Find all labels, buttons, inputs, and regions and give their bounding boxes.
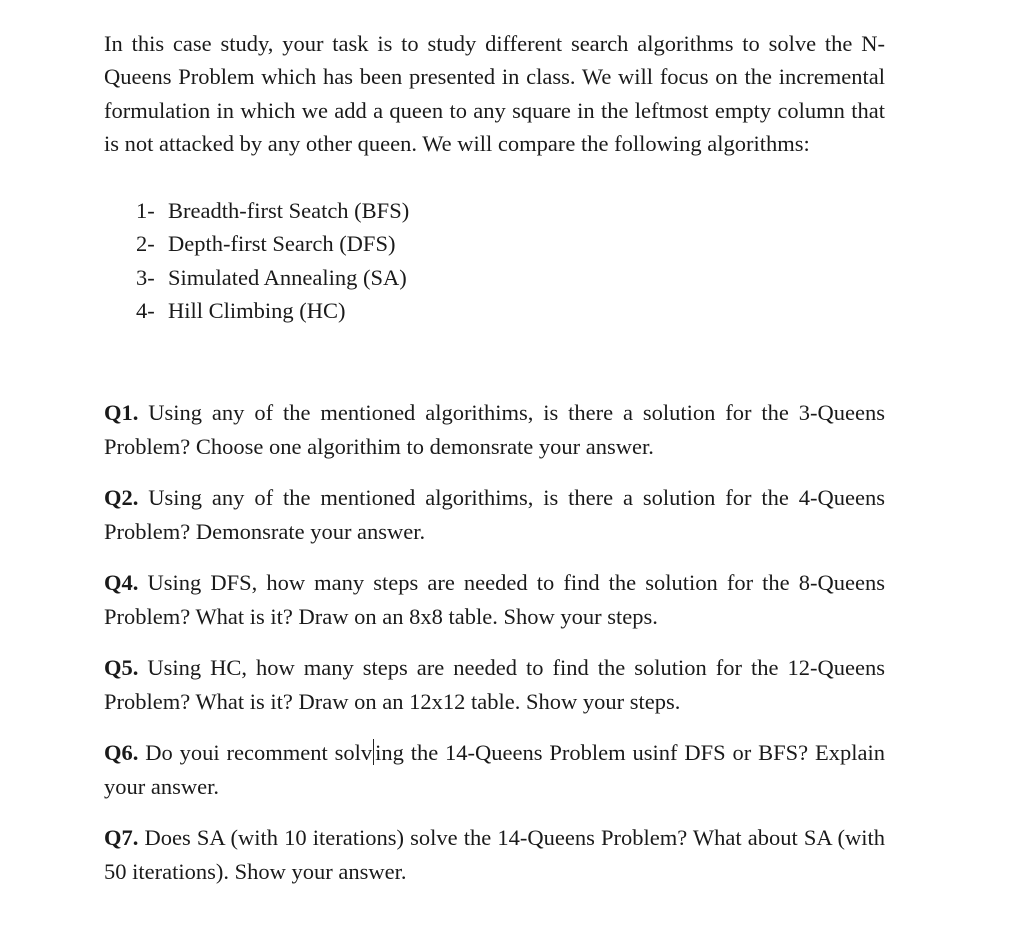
list-item-number: 2- [136,231,155,257]
list-item-number: 1- [136,198,155,223]
list-item-label: Simulated Annealing (SA) [168,264,407,290]
question-label: Q2. [104,485,139,510]
text-cursor [373,739,374,765]
question-text: Using any of the mentioned algorithims, is there a solution for the 3-Queens Problem? Choose one algorithim to demonsrate your answer. [104,400,885,459]
question-label: Q7. [104,825,139,850]
list-item [136,261,409,294]
question-label: Q6. [104,740,139,765]
list-item [136,294,409,327]
list-item-number: 4- [136,297,155,323]
question-text: Using DFS, how many steps are needed to find the solution for the 8-Queens Problem? What is it? Draw on an 8x8 table. Show your steps. [104,570,885,629]
list-item-label: Depth-first Search (DFS) [168,231,396,257]
list-item-number: 3- [136,264,155,290]
question-text-end: ing the 14-Queens Problem usinf DFS or BFS? Explain your answer. [104,740,885,799]
question-label: Q1. [104,400,139,425]
question-text: Using HC, how many steps are needed to find the solution for the 12-Queens Problem? What is it? Draw on an 12x12 table. Show your steps. [104,655,885,714]
question-label: Q5. [104,655,139,680]
question-text: Using any of the mentioned algorithims, is there a solution for the 4-Queens Problem? Demonsrate your answer. [104,485,885,544]
question-text: Does SA (with 10 iterations) solve the 14-Queens Problem? What about SA (with 50 iterations). Show your answer. [104,825,885,884]
list-item-label: Hill Climbing (HC) [168,297,346,323]
question-q6 [104,736,885,804]
question-q2 [104,481,885,549]
question-q5 [104,651,885,719]
question-q7 [104,821,885,889]
algorithm-list [136,194,409,327]
question-label: Q4. [104,570,139,595]
list-item-label: Breadth-first Seatch (BFS) [168,198,410,223]
intro-paragraph: In this case study, your task is to study different search algorithms to solve the N-Queens Problem which has been presented in class. We will focus on the incremental formulation in which we add a queen to any square in the leftmost empty column that is not attacked by any other queen. We will compare the following algorithms: [104,31,885,157]
list-item [136,227,409,260]
question-q1 [104,396,885,464]
question-q4 [104,566,885,634]
list-item [136,194,409,227]
question-text-start: Do youi recomment solv [138,740,373,765]
